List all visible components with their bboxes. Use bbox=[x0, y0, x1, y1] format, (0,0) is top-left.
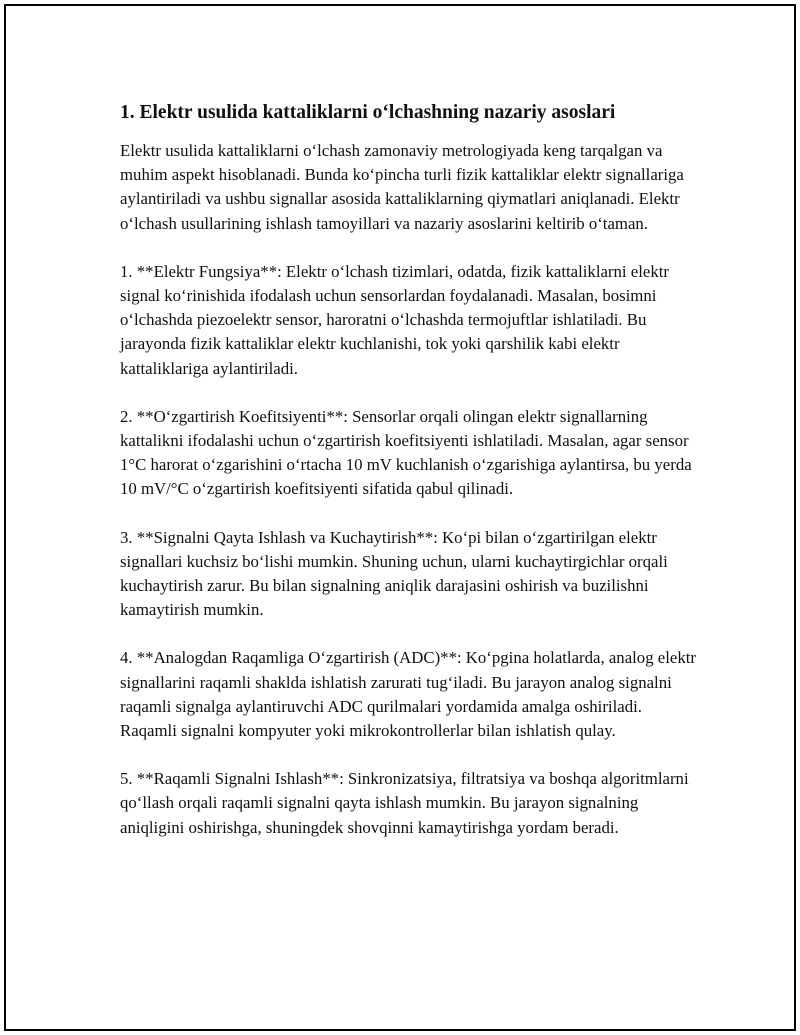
document-body bbox=[120, 100, 700, 864]
paragraph-digital-processing: 5. **Raqamli Signalni Ishlash**: Sinkronizatsiya, filtratsiya va boshqa algoritmlarni qoʻllash orqali raqamli signalni qayta ishlash mumkin. Bu jarayon signalning aniqligini oshirishga, shuningdek shovqinni kamaytirishga yordam beradi. bbox=[120, 769, 689, 837]
document-title: 1. Elektr usulida kattaliklarni oʻlchashning nazariy asoslari bbox=[120, 102, 616, 123]
paragraph-electric-function: 1. **Elektr Fungsiya**: Elektr oʻlchash tizimlari, odatda, fizik kattaliklarni elektr signal koʻrinishida ifodalash uchun sensorlardan foydalanadi. Masalan, bosimni oʻlchashda piezoelektr sensor, haroratni oʻlchashda termojuftlar ishlatiladi. Bu jarayonda fizik kattaliklar elektr kuchlanishi, tok yoki qarshilik kabi elektr kattaliklariga aylantiriladi. bbox=[120, 261, 669, 378]
paragraph-conversion-coefficient: 2. **Oʻzgartirish Koefitsiyenti**: Sensorlar orqali olingan elektr signallarning kattalikni ifodalashi uchun oʻzgartirish koefitsiyenti ishlatiladi. Masalan, agar sensor 1°C harorat oʻzgarishini oʻrtacha 10 mV kuchlanish oʻzgarishiga aylantirsa, bu yerda 10 mV/°C oʻzgartirish koefitsiyenti sifatida qabul qilinadi. bbox=[120, 406, 692, 499]
paragraph-adc: 4. **Analogdan Raqamliga Oʻzgartirish (ADC)**: Koʻpgina holatlarda, analog elektr signallarini raqamli shaklda ishlatish zarurati tugʻiladi. Bu jarayon analog signalni raqamli signalga aylantiruvchi ADC qurilmalari yordamida amalga oshiriladi. Raqamli signalni kompyuter yoki mikrokontrollerlar bilan ishlatish qulay. bbox=[120, 648, 696, 741]
intro-paragraph: Elektr usulida kattaliklarni oʻlchash zamonaviy metrologiyada keng tarqalgan va muhim aspekt hisoblanadi. Bunda koʻpincha turli fizik kattaliklar elektr signallariga aylantiriladi va ushbu signallar asosida kattaliklarning qiymatlari aniqlanadi. Elektr oʻlchash usullarining ishlash tamoyillari va nazariy asoslarini keltirib oʻtaman. bbox=[120, 141, 684, 233]
page-frame bbox=[4, 4, 796, 1031]
paragraph-signal-amplification: 3. **Signalni Qayta Ishlash va Kuchaytirish**: Koʻpi bilan oʻzgartirilgan elektr signallari kuchsiz boʻlishi mumkin. Shuning uchun, ularni kuchaytirgichlar orqali kuchaytirish zarur. Bu bilan signalning aniqlik darajasini oshirish va buzilishni kamaytirish mumkin. bbox=[120, 527, 668, 620]
